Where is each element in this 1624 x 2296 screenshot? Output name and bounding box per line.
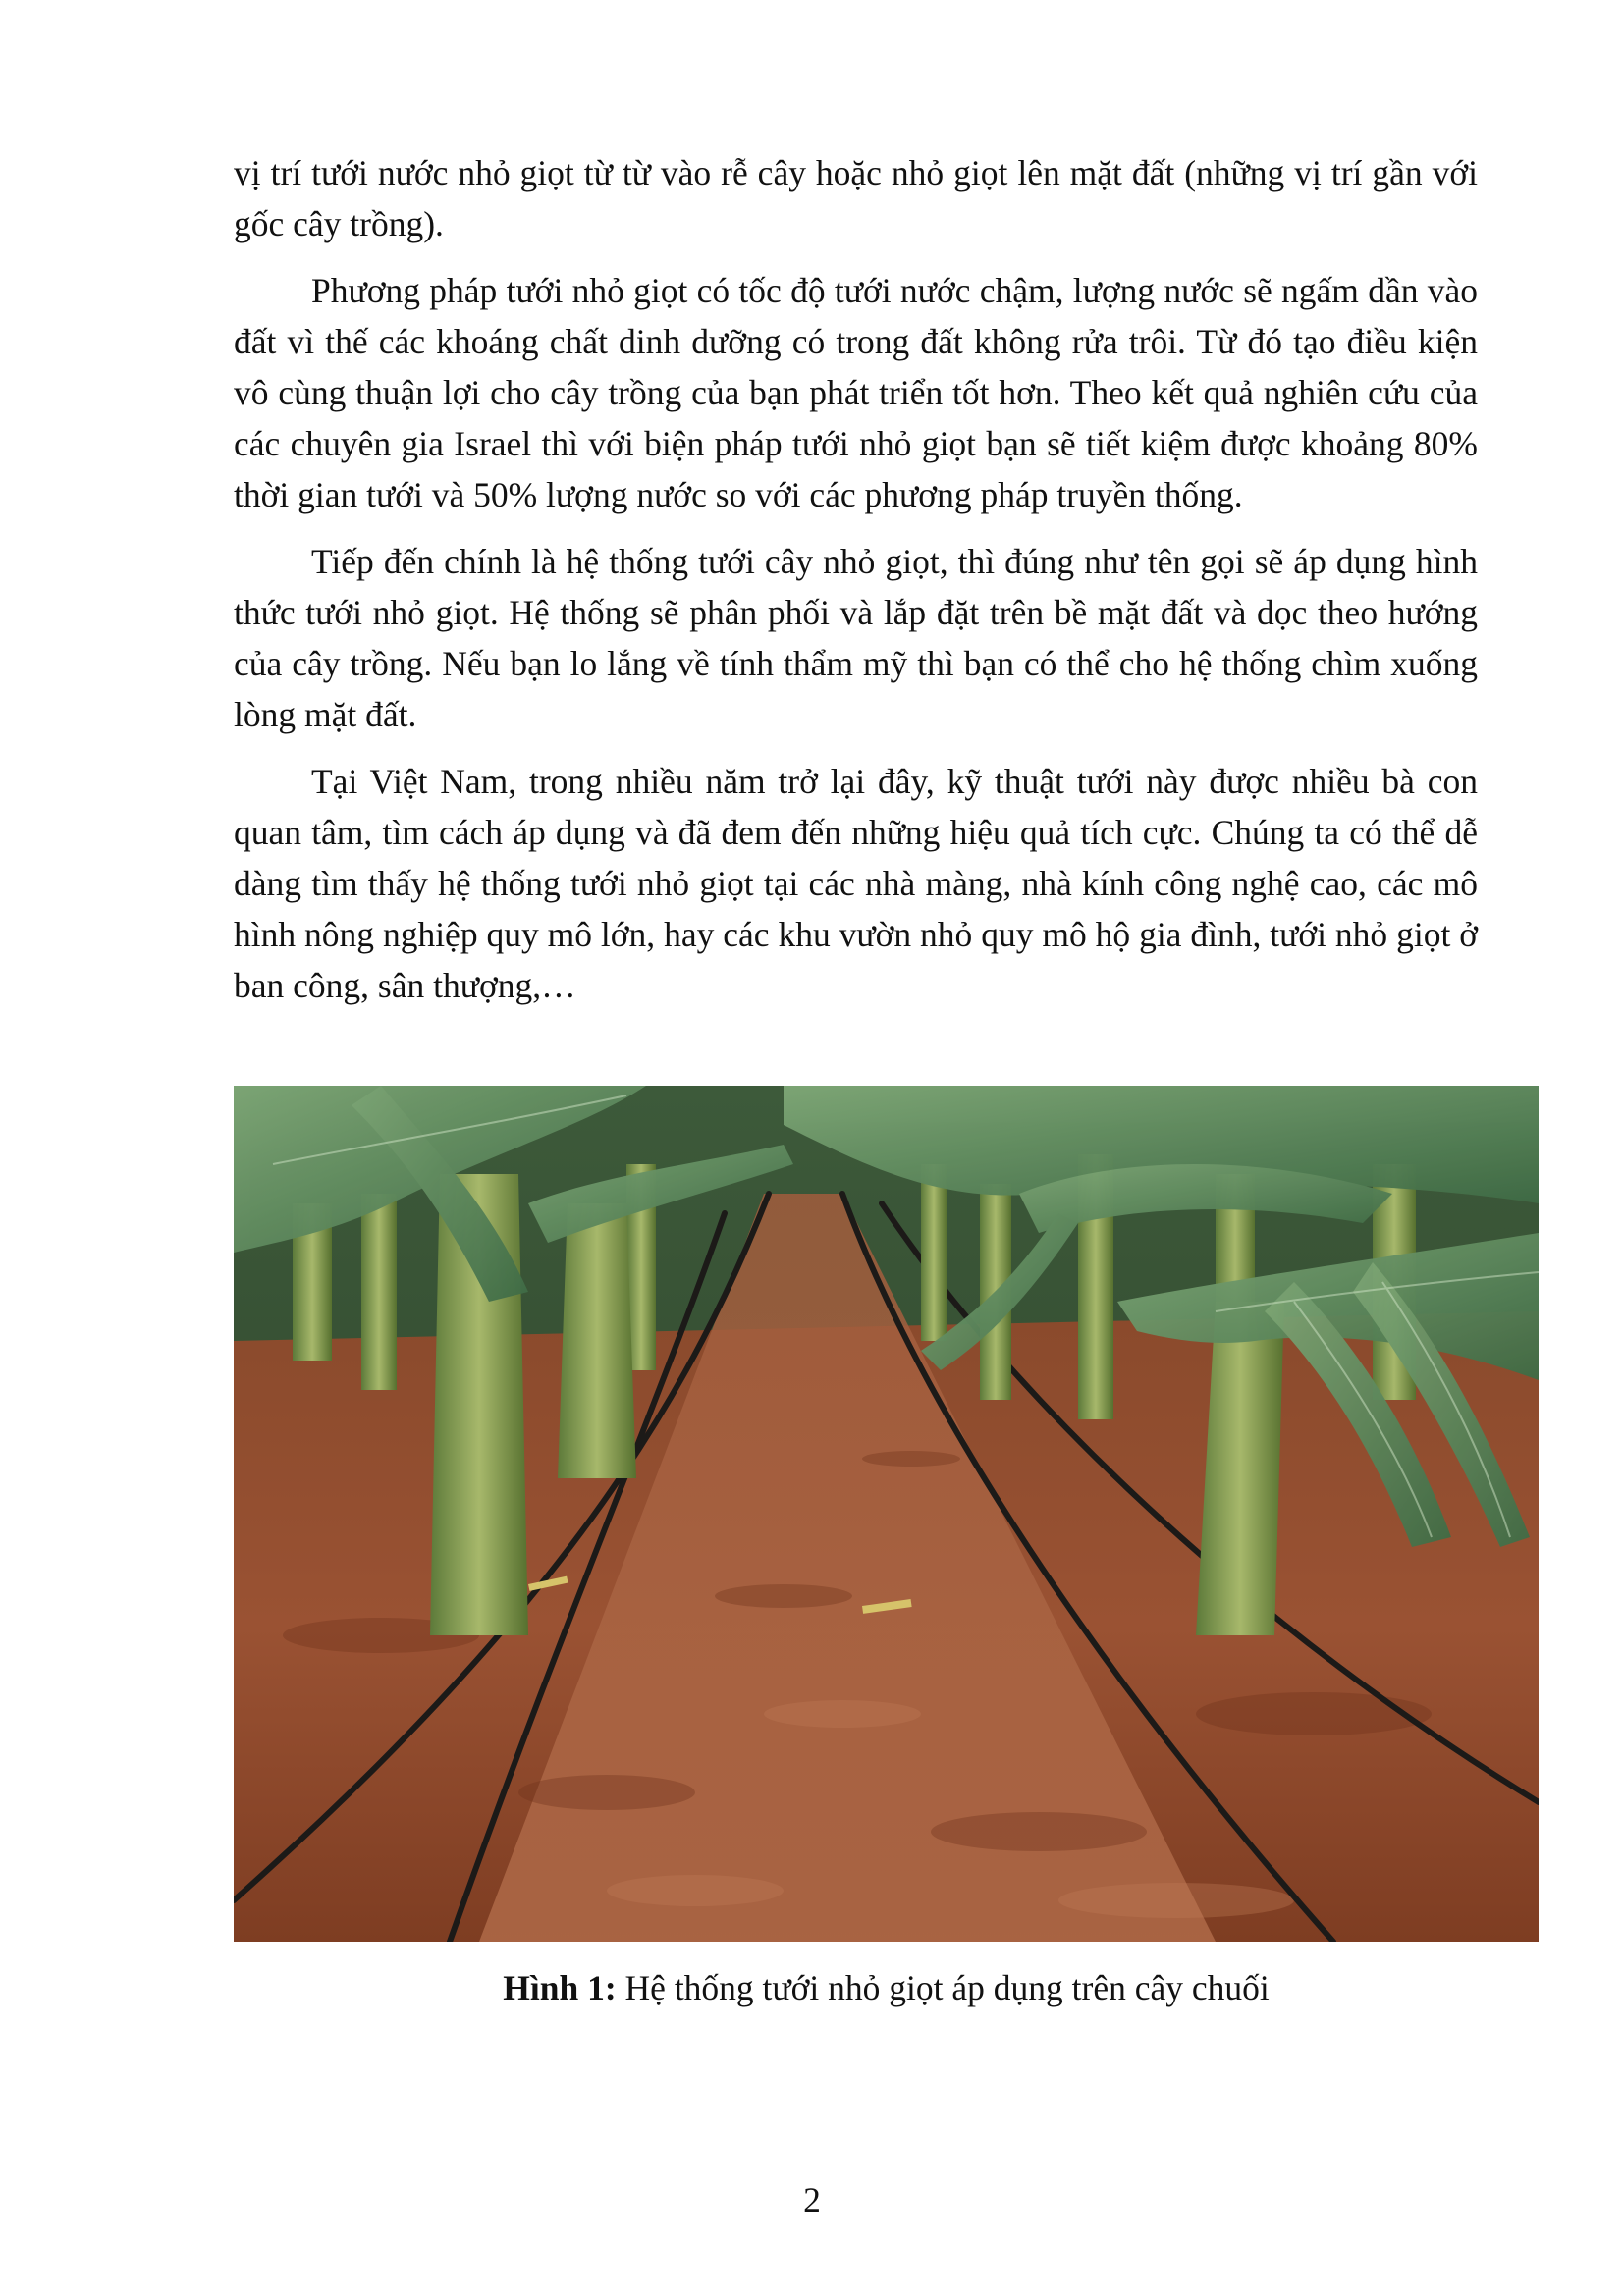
figure-caption-label: Hình 1: — [503, 1968, 617, 2007]
figure-photo-banana-drip-irrigation — [234, 1086, 1539, 1942]
paragraph-1: vị trí tưới nước nhỏ giọt từ từ vào rễ cây hoặc nhỏ giọt lên mặt đất (những vị trí gần với gốc cây trồng). — [234, 153, 1478, 243]
figure-caption-text: Hệ thống tưới nhỏ giọt áp dụng trên cây chuối — [616, 1968, 1270, 2007]
body-text — [234, 147, 1478, 1027]
page-number: 2 — [803, 2180, 821, 2219]
paragraph-2: Phương pháp tưới nhỏ giọt có tốc độ tưới nước chậm, lượng nước sẽ ngấm dần vào đất vì thế các khoáng chất dinh dưỡng có trong đất không rửa trôi. Từ đó tạo điều kiện vô cùng thuận lợi cho cây trồng của bạn phát triển tốt hơn. Theo kết quả nghiên cứu của các chuyên gia Israel thì với biện pháp tưới nhỏ giọt bạn sẽ tiết kiệm được khoảng 80% thời gian tưới và 50% lượng nước so với các phương pháp truyền thống. — [234, 271, 1478, 514]
paragraph-3: Tiếp đến chính là hệ thống tưới cây nhỏ giọt, thì đúng như tên gọi sẽ áp dụng hình thức tưới nhỏ giọt. Hệ thống sẽ phân phối và lắp đặt trên bề mặt đất và dọc theo hướng của cây trồng. Nếu bạn lo lắng về tính thẩm mỹ thì bạn có thể cho hệ thống chìm xuống lòng mặt đất. — [234, 542, 1478, 734]
paragraph-4: Tại Việt Nam, trong nhiều năm trở lại đây, kỹ thuật tưới này được nhiều bà con quan tâm, tìm cách áp dụng và đã đem đến những hiệu quả tích cực. Chúng ta có thể dễ dàng tìm thấy hệ thống tưới nhỏ giọt tại các nhà màng, nhà kính công nghệ cao, các mô hình nông nghiệp quy mô lớn, hay các khu vườn nhỏ quy mô hộ gia đình, tưới nhỏ giọt ở ban công, sân thượng,… — [234, 762, 1478, 1005]
banana-field-illustration — [234, 1086, 1539, 1942]
figure-caption — [234, 1965, 1539, 2010]
